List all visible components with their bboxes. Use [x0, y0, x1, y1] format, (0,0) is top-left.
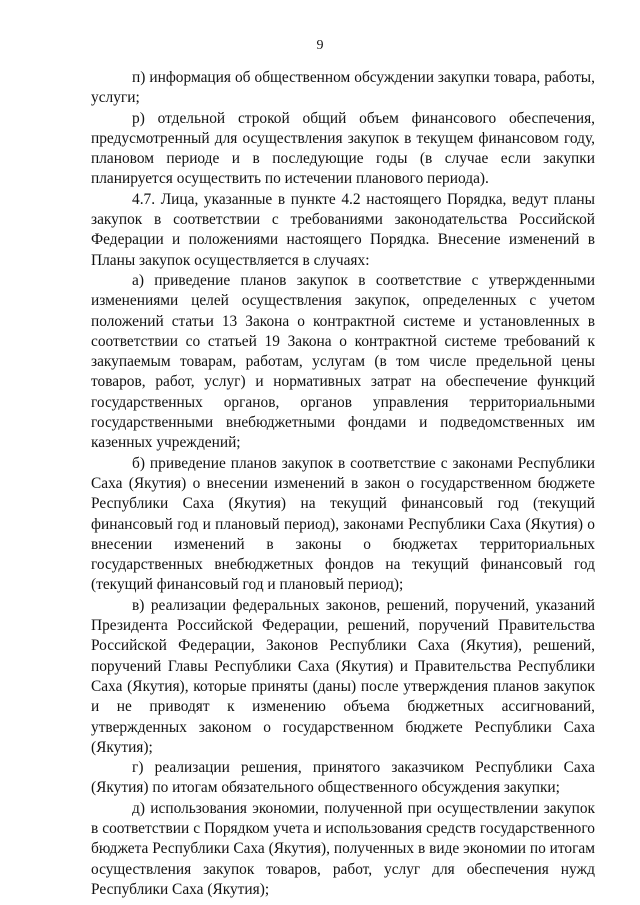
- paragraph-b: б) приведение планов закупок в соответствие с законами Республики Саха (Якутия) о внесении изменений в закон о государственном бюджете Республики Саха (Якутия) на текущий финансовый год (текущий финансовый год и плановый период), законами Республики Саха (Якутия) о внесении изменений в законы о бюджетах территориальных государственных внебюджетных фондов на текущий финансовый год (текущий финансовый год и плановый период);: [91, 454, 595, 594]
- paragraph-p: п) информация об общественном обсуждении закупки товара, работы, услуги;: [91, 69, 595, 107]
- paragraph-r: р) отдельной строкой общий объем финансового обеспечения, предусмотренный для осуществления закупок в текущем финансовом году, плановом периоде и в последующие годы (в случае если закупки планируется осуществить по истечении планового периода).: [91, 109, 595, 188]
- page-number: 9: [316, 38, 324, 53]
- paragraph-a: а) приведение планов закупок в соответствие с утвержденными изменениями целей осуществления закупок, определенных с учетом положений статьи 13 Закона о контрактной системе и установленных в соответствии со статьей 19 Закона о контрактной системе требований к закупаемым товарам, работам, услугам (в том числе предельной цены товаров, работ, услуг) и нормативных затрат на обеспечение функций государственных органов, органов управления территориальными государственными внебюджетными фондами и подведомственных им казенных учреждений;: [91, 271, 595, 452]
- document-body: [91, 68, 595, 900]
- paragraph-v: в) реализации федеральных законов, решений, поручений, указаний Президента Российской Федерации, решений, поручений Правительства Российской Федерации, Законов Республики Саха (Якутия), решений, поручений Главы Республики Саха (Якутия) и Правительства Республики Саха (Якутия), которые приняты (даны) после утверждения планов закупок и не приводят к изменению объема бюджетных ассигнований, утвержденных законом о государственном бюджете Республики Саха (Якутия);: [91, 596, 595, 756]
- paragraph-d: д) использования экономии, полученной при осуществлении закупок в соответствии с Порядком учета и использования средств государственного бюджета Республики Саха (Якутия), полученных в виде экономии по итогам осуществления закупок товаров, работ, услуг для обеспечения нужд Республики Саха (Якутия);: [91, 799, 595, 898]
- paragraph-g: г) реализации решения, принятого заказчиком Республики Саха (Якутия) по итогам обязательного общественного обсуждения закупки;: [91, 759, 595, 797]
- paragraph-4-7: 4.7. Лица, указанные в пункте 4.2 настоящего Порядка, ведут планы закупок в соответствии с требованиями законодательства Российской Федерации и положениями настоящего Порядка. Внесение изменений в Планы закупок осуществляется в случаях:: [91, 190, 595, 269]
